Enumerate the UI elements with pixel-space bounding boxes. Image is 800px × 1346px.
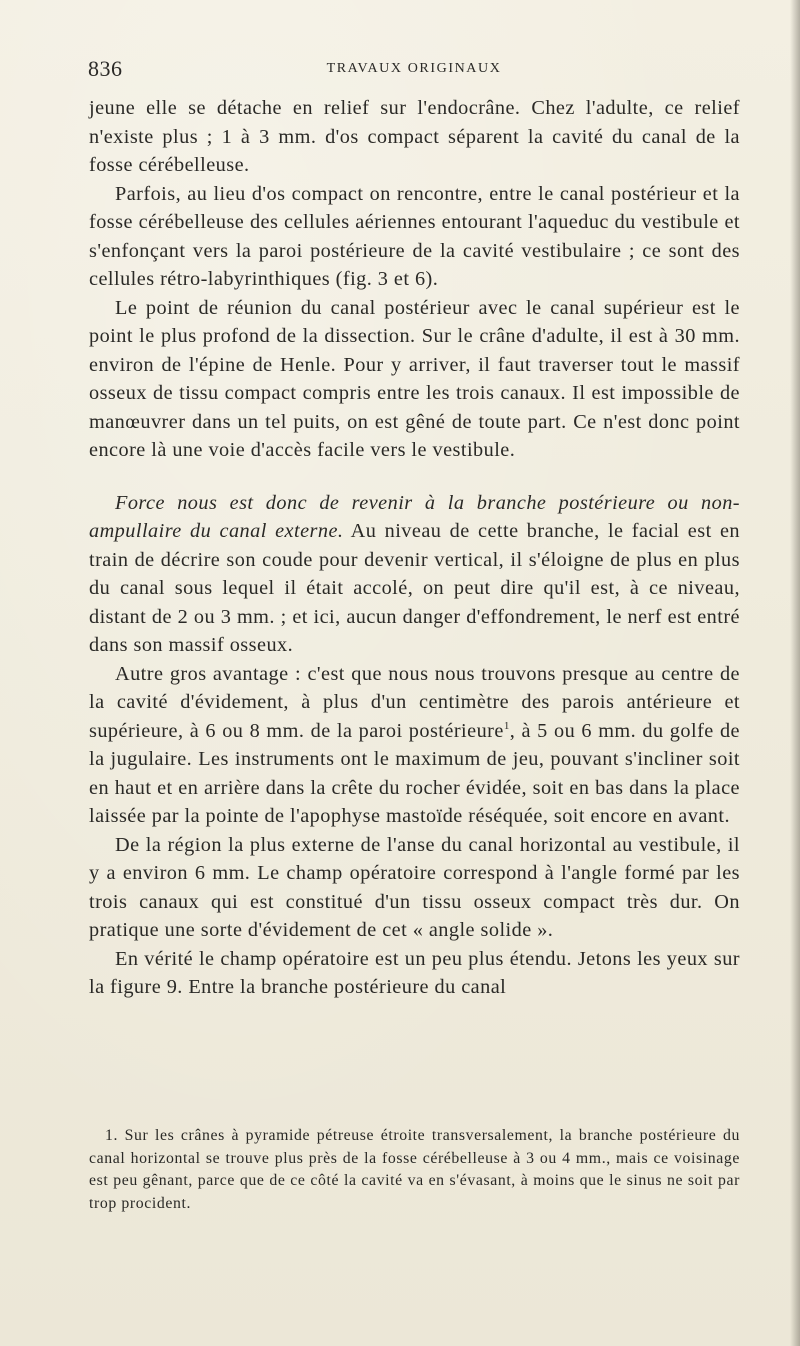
running-title: TRAVAUX ORIGINAUX (326, 61, 502, 76)
page-edge-shadow (790, 0, 800, 1346)
paragraph-5 (89, 660, 740, 831)
footnote-ref: 1 (503, 719, 510, 732)
paragraph-5-part-1: Autre gros avantage : c'est que nous nous trouvons presque au centre de la cavité d'évidement, à plus d'un centimètre des parois antérieure et supérieure, à 6 ou 8 mm. de la paroi postérieure (89, 662, 740, 742)
paragraph-1: jeune elle se détache en relief sur l'endocrâne. Chez l'adulte, ce relief n'existe plus ; 1 à 3 mm. d'os compact séparent la cavité du canal de la fosse cérébelleuse. (89, 97, 740, 176)
footnotes (89, 1125, 740, 1215)
paragraph-4-rest: Au niveau de cette branche, le facial est en train de décrire son coude pour devenir vertical, il s'éloigne de plus en plus du canal sous lequel il était accolé, on peut dire qu'il est, à ce niveau, distant de 2 ou 3 mm. ; et ici, aucun danger d'effondrement, le nerf est entré dans son massif osseux. (89, 520, 740, 656)
paragraph-6: De la région la plus externe de l'anse du canal horizontal au vestibule, il y a environ 6 mm. Le champ opératoire correspond à l'angle formé par les trois canaux qui est constitué d'un tissu osseux compact très dur. On pratique une sorte d'évidement de cet « angle solide ». (89, 833, 740, 941)
paragraph-4-italic: Force nous est donc de revenir à la branche postérieure ou non-ampullaire du canal externe. (89, 491, 740, 542)
page-number: 836 (88, 56, 123, 81)
paragraph-7: En vérité le champ opératoire est un peu plus étendu. Jetons les yeux sur la figure 9. Entre la branche postérieure du canal (89, 947, 740, 998)
footnote-1: 1. Sur les crânes à pyramide pétreuse étroite transversalement, la branche postérieure du canal horizontal se trouve plus près de la fosse cérébelleuse à 3 ou 4 mm., mais ce voisinage est peu gênant, parce que de ce côté la cavité va en s'évasant, à moins que le sinus ne soit par trop procident. (89, 1127, 740, 1212)
paragraph-3: Le point de réunion du canal postérieur avec le canal supérieur est le point le plus profond de la dissection. Sur le crâne d'adulte, il est à 30 mm. environ de l'épine de Henle. Pour y arriver, il faut traverser tout le massif osseux de tissu compact compris entre les trois canaux. Il est impossible de manœuvrer dans un tel puits, on est gêné de toute part. Ce n'est donc point encore là une voie d'accès facile vers le vestibule. (89, 296, 740, 461)
page-header (88, 56, 740, 86)
body-text (89, 94, 740, 1002)
paragraph-5-part-2: , à 5 ou 6 mm. du golfe de la jugulaire. Les instruments ont le maximum de jeu, pouvant s'incliner soit en haut et en arrière dans la crête du rocher évidée, soit en bas dans la place laissée par la pointe de l'apophyse mastoïde réséquée, soit encore en avant. (89, 719, 740, 827)
paragraph-4 (89, 489, 740, 660)
paragraph-2: Parfois, au lieu d'os compact on rencontre, entre le canal postérieur et la fosse cérébelleuse des cellules aériennes entourant l'aqueduc du vestibule et s'enfonçant vers la paroi postérieure de la cavité vestibulaire ; ce sont des cellules rétro-labyrinthiques (fig. 3 et 6). (89, 182, 740, 290)
